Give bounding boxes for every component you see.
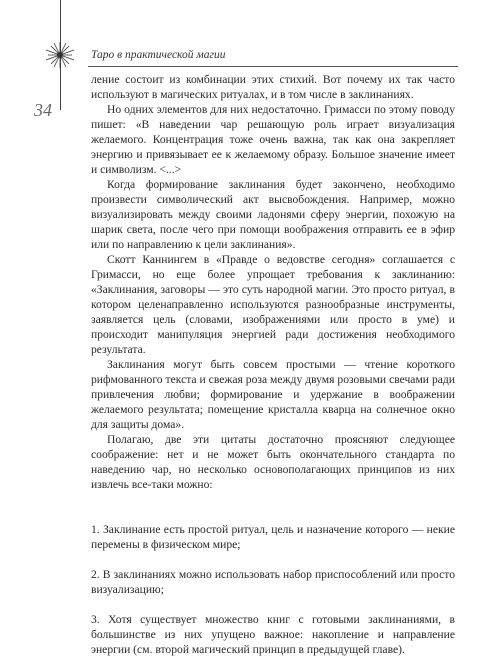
running-title: Таро в практической магии <box>91 49 226 61</box>
header-rule <box>88 66 458 67</box>
paragraph: Полагаю, две эти цитаты достаточно проясняют следующее соображение: нет и не может быть окончательного стандарта по наведению чар, но несколько основополагающих принципов из них извлечь все-таки можно: <box>91 433 455 491</box>
body-text <box>91 72 455 657</box>
page-number: 34 <box>34 100 52 120</box>
list-item: 3. Хотя существует множество книг с готовыми заклинаниями, в большинстве из них упущено важное: накопление и направление энергии (см. второй магический принцип в предыдущей главе). <box>91 613 455 656</box>
paragraph: Когда формирование заклинания будет закончено, необходимо произвести символический акт высвобождения. Например, можно визуализировать между своими ладонями сферу энергии, похожую на шарик света, после чего при помощи воображения отправить ее в эфир или по направлению к цели заклинания». <box>91 178 455 251</box>
list-item: 1. Заклинание есть простой ритуал, цель и назначение которого — некие перемены в физическом мире; <box>91 523 455 551</box>
ornament-icon <box>40 40 80 70</box>
paragraph: ление состоит из комбинации этих стихий. Вот почему их так часто используют в магических ритуалах, и в том числе в заклинаниях. <box>91 73 455 101</box>
paragraph: Но одних элементов для них недостаточно. Гримасси по этому поводу пишет: «В наведении чар решающую роль играет визуализация желаемого. Концентрация тоже очень важна, так как она закрепляет энергию и привязывает ее к желаемому образу. Большое значение имеет и символизм. <...> <box>91 103 455 176</box>
paragraph: Скотт Каннингем в «Правде о ведовстве сегодня» соглашается с Гримасси, но еще более упрощает требования к заклинанию: «Заклинания, заговоры — это суть народной магии. Это просто ритуал, в котором целенаправленно используются разнообразные инструменты, заявляется цель (словами, изображениями или просто в уме) и происходит манипуляция энергией ради достижения необходимого результата. <box>91 253 455 356</box>
list-item: 2. В заклинаниях можно использовать набор приспособлений или просто визуализацию; <box>91 568 455 596</box>
paragraph: Заклинания могут быть совсем простыми — чтение короткого рифмованного текста и свежая роза между двумя розовыми свечами ради привлечения любви; формирование и удержание в воображении желаемого результата; помещение кристалла кварца на солнечное окно для защиты дома». <box>91 358 455 431</box>
